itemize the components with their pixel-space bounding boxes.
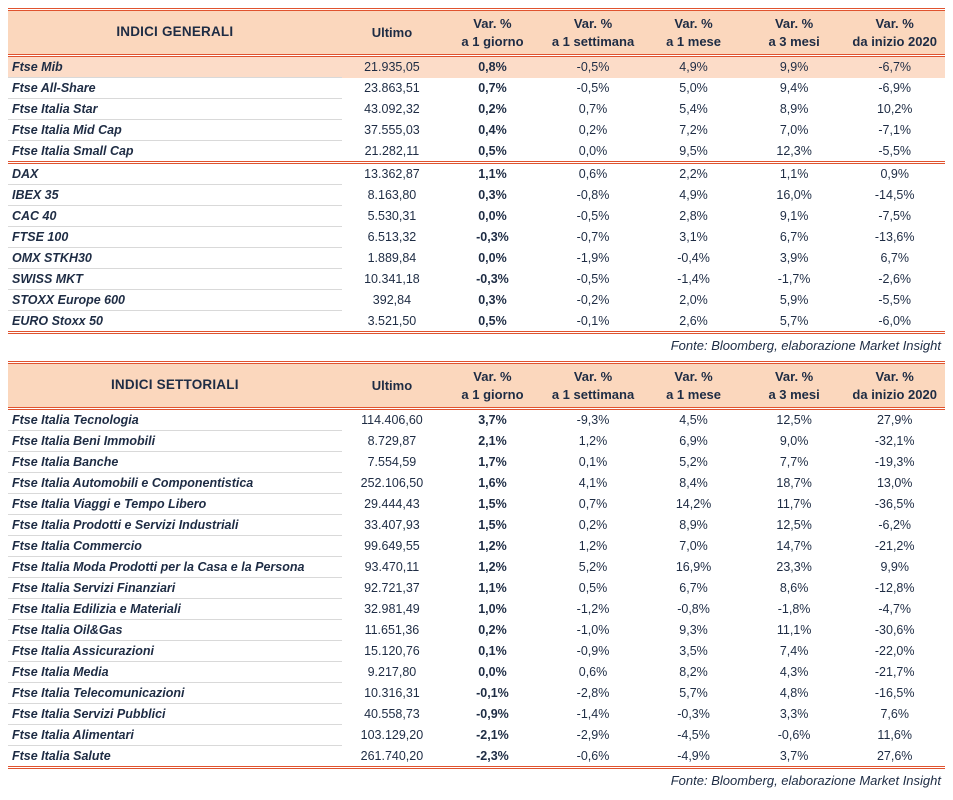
pct-change: 6,7% [679, 581, 708, 595]
index-name: Ftse Italia Prodotti e Servizi Industriali [8, 515, 342, 536]
table-row [8, 311, 945, 333]
last-value: 6.513,32 [367, 230, 417, 244]
pct-change: -6,7% [844, 56, 945, 78]
pct-change: 0,3% [478, 293, 507, 307]
last-value: 29.444,43 [364, 497, 420, 511]
pct-change: -1,0% [576, 623, 610, 637]
pct-change: 5,7% [679, 686, 708, 700]
pct-change: -9,3% [576, 413, 610, 428]
pct-change: 9,4% [779, 81, 809, 95]
pct-change: 0,6% [543, 163, 644, 185]
pct-change: 1,2% [578, 434, 608, 448]
pct-change: -2,8% [576, 686, 610, 700]
pct-change: -0,5% [576, 209, 610, 223]
table-row [8, 99, 945, 120]
pct-change: -19,3% [874, 455, 915, 469]
pct-change: -0,5% [576, 272, 610, 286]
index-name: Ftse Mib [8, 56, 342, 78]
pct-change: -0,2% [576, 293, 610, 307]
pct-change: 4,9% [643, 56, 744, 78]
pct-change: 7,0% [779, 123, 809, 137]
pct-change: 5,7% [744, 311, 845, 333]
index-name: Ftse Italia Beni Immobili [8, 431, 342, 452]
pct-change: 3,7% [744, 746, 845, 768]
pct-change: 10,2% [876, 102, 913, 116]
column-header-line2: a 1 settimana [551, 33, 635, 49]
pct-change: 7,2% [679, 123, 708, 137]
index-name: Ftse Italia Servizi Finanziari [8, 578, 342, 599]
pct-change: -30,6% [874, 623, 915, 637]
pct-change: -1,9% [576, 251, 610, 265]
pct-change: -0,4% [677, 251, 710, 265]
pct-change: 0,7% [478, 81, 507, 95]
index-name: DAX [8, 163, 342, 185]
pct-change: 5,9% [779, 293, 809, 307]
last-value: 103.129,20 [360, 728, 424, 742]
column-header [643, 10, 744, 56]
pct-change: -14,5% [874, 188, 915, 202]
last-value: 3.521,50 [342, 311, 443, 333]
pct-change: 0,0% [478, 665, 507, 679]
pct-change: 3,9% [779, 251, 809, 265]
header-row [8, 10, 945, 56]
pct-change: -6,2% [878, 518, 912, 532]
pct-change: -2,1% [476, 728, 509, 742]
last-value: 13.362,87 [342, 163, 443, 185]
last-value: 10.341,18 [364, 272, 420, 286]
table-row [8, 620, 945, 641]
column-header [442, 363, 543, 409]
pct-change: 4,9% [679, 188, 708, 202]
pct-change: -4,5% [677, 728, 710, 742]
last-value: 8.163,80 [367, 188, 417, 202]
column-header-line1: Var. % [774, 368, 814, 384]
last-value: 93.470,11 [364, 560, 420, 574]
pct-change: -0,3% [476, 272, 509, 286]
pct-change: -4,7% [878, 602, 912, 616]
last-value: 10.316,31 [364, 686, 420, 700]
column-header-line2: a 1 giorno [461, 386, 524, 402]
table-row [8, 409, 945, 431]
pct-change: 9,9% [880, 560, 909, 574]
pct-change: 0,0% [478, 251, 507, 265]
column-header-line2: da inizio 2020 [852, 386, 937, 402]
pct-change: -0,9% [476, 707, 509, 721]
pct-change: -12,8% [874, 581, 915, 595]
pct-change: 11,1% [776, 623, 812, 637]
header-row [8, 363, 945, 409]
pct-change: -0,5% [576, 81, 610, 95]
pct-change: -7,5% [878, 209, 912, 223]
table-row [8, 206, 945, 227]
pct-change: -0,7% [576, 230, 610, 244]
pct-change: 1,5% [478, 497, 507, 511]
indices-table-section [8, 361, 945, 788]
pct-change: 1,2% [478, 539, 507, 553]
pct-change: -0,1% [543, 311, 644, 333]
column-header-line1: Var. % [774, 15, 814, 31]
index-name: Ftse Italia Assicurazioni [8, 641, 342, 662]
pct-change: 5,4% [679, 102, 708, 116]
index-name: CAC 40 [8, 206, 342, 227]
index-name: Ftse Italia Star [8, 99, 342, 120]
index-name: STOXX Europe 600 [8, 290, 342, 311]
pct-change: 0,2% [578, 518, 608, 532]
pct-change: -0,6% [777, 728, 811, 742]
index-name: Ftse Italia Small Cap [8, 141, 342, 163]
table-row [8, 120, 945, 141]
table-row [8, 185, 945, 206]
last-value: 99.649,55 [364, 539, 420, 553]
last-value: 8.729,87 [367, 434, 417, 448]
index-name: Ftse Italia Servizi Pubblici [8, 704, 342, 725]
pct-change: -22,0% [874, 644, 915, 658]
column-header-line1: Var. % [573, 15, 613, 31]
table-row [8, 141, 945, 163]
table-row [8, 269, 945, 290]
table-row [8, 746, 945, 768]
table-row [8, 431, 945, 452]
pct-change: 0,4% [478, 123, 507, 137]
index-name: OMX STKH30 [8, 248, 342, 269]
last-value: 40.558,73 [364, 707, 420, 721]
pct-change: 0,2% [478, 623, 507, 637]
pct-change: 1,1% [442, 163, 543, 185]
table-row [8, 599, 945, 620]
index-name: FTSE 100 [8, 227, 342, 248]
pct-change: -36,5% [874, 497, 915, 511]
pct-change: -1,7% [777, 272, 811, 286]
pct-change: 2,1% [478, 434, 507, 448]
pct-change: 14,2% [675, 497, 712, 511]
column-header [342, 363, 443, 409]
last-value: 9.217,80 [367, 665, 417, 679]
column-header [844, 10, 945, 56]
index-name: Ftse Italia Viaggi e Tempo Libero [8, 494, 342, 515]
table-row [8, 557, 945, 578]
pct-change: 0,2% [578, 123, 608, 137]
column-header [543, 363, 644, 409]
pct-change: -16,5% [874, 686, 915, 700]
pct-change: 1,1% [744, 163, 845, 185]
table-title: INDICI SETTORIALI [8, 363, 342, 409]
index-name: Ftse Italia Mid Cap [8, 120, 342, 141]
column-header [744, 363, 845, 409]
pct-change: 12,3% [776, 143, 812, 158]
column-header [643, 363, 744, 409]
pct-change: 0,5% [442, 311, 543, 333]
table-row [8, 515, 945, 536]
pct-change: -5,5% [878, 143, 912, 158]
last-value: 32.981,49 [364, 602, 420, 616]
index-name: SWISS MKT [8, 269, 342, 290]
column-header [342, 10, 443, 56]
last-value: 261.740,20 [342, 746, 443, 768]
table-row [8, 641, 945, 662]
last-value: 7.554,59 [367, 455, 417, 469]
index-name: Ftse Italia Alimentari [8, 725, 342, 746]
column-header-line1: Ultimo [371, 24, 413, 40]
pct-change: 8,2% [679, 665, 708, 679]
last-value: 92.721,37 [364, 581, 420, 595]
column-header-line2: a 3 mesi [768, 33, 820, 49]
pct-change: 0,0% [478, 209, 507, 223]
pct-change: 9,0% [779, 434, 809, 448]
pct-change: 27,6% [844, 746, 945, 768]
last-value: 1.889,84 [367, 251, 417, 265]
pct-change: 0,6% [578, 665, 608, 679]
pct-change: 13,0% [876, 476, 913, 490]
pct-change: 1,7% [478, 455, 507, 469]
pct-change: 1,5% [478, 518, 507, 532]
pct-change: -5,5% [878, 293, 912, 307]
pct-change: -1,4% [677, 272, 710, 286]
pct-change: 7,6% [880, 707, 909, 721]
pct-change: -0,8% [677, 602, 710, 616]
index-name: EURO Stoxx 50 [8, 311, 342, 333]
indices-report [8, 8, 945, 788]
pct-change: 8,4% [679, 476, 708, 490]
pct-change: 11,6% [877, 728, 912, 742]
pct-change: 8,9% [679, 518, 708, 532]
last-value: 11.651,36 [364, 623, 420, 637]
last-value: 392,84 [372, 293, 412, 307]
pct-change: 11,7% [776, 497, 812, 511]
pct-change: 14,7% [776, 539, 812, 553]
table-row [8, 163, 945, 185]
pct-change: 0,8% [442, 56, 543, 78]
pct-change: 12,5% [776, 518, 812, 532]
column-header [442, 10, 543, 56]
pct-change: 3,5% [679, 644, 708, 658]
pct-change: 3,1% [679, 230, 708, 244]
indices-table [8, 361, 945, 769]
pct-change: 7,0% [679, 539, 708, 553]
column-header-line1: Var. % [674, 368, 713, 384]
pct-change: 23,3% [776, 560, 812, 574]
pct-change: 0,5% [478, 143, 507, 158]
pct-change: 7,7% [779, 455, 809, 469]
column-header-line1: Var. % [674, 15, 713, 31]
index-name: Ftse Italia Salute [8, 746, 342, 768]
table-row [8, 248, 945, 269]
pct-change: -7,1% [878, 123, 912, 137]
pct-change: -0,3% [476, 230, 509, 244]
pct-change: 0,2% [478, 102, 507, 116]
pct-change: 0,0% [578, 143, 608, 158]
pct-change: -0,3% [677, 707, 710, 721]
column-header-line1: Var. % [473, 15, 512, 31]
pct-change: 9,3% [679, 623, 708, 637]
pct-change: 9,1% [779, 209, 809, 223]
pct-change: 1,2% [578, 539, 608, 553]
pct-change: -1,8% [777, 602, 811, 616]
pct-change: 8,6% [779, 581, 809, 595]
pct-change: 16,9% [675, 560, 712, 574]
pct-change: -0,5% [543, 56, 644, 78]
index-name: Ftse Italia Banche [8, 452, 342, 473]
column-header [844, 363, 945, 409]
table-row [8, 56, 945, 78]
table-row [8, 494, 945, 515]
table-row [8, 452, 945, 473]
pct-change: 3,3% [779, 707, 809, 721]
last-value: 21.935,05 [342, 56, 443, 78]
column-header-line2: a 1 mese [666, 386, 722, 402]
column-header [744, 10, 845, 56]
table-row [8, 683, 945, 704]
pct-change: 12,5% [776, 413, 812, 428]
pct-change: 2,8% [679, 209, 708, 223]
pct-change: -2,3% [442, 746, 543, 768]
table-row [8, 536, 945, 557]
last-value: 15.120,76 [364, 644, 420, 658]
last-value: 21.282,11 [364, 143, 420, 158]
pct-change: 4,3% [779, 665, 809, 679]
pct-change: -0,8% [576, 188, 610, 202]
index-name: Ftse Italia Commercio [8, 536, 342, 557]
pct-change: 1,1% [478, 581, 507, 595]
table-row [8, 78, 945, 99]
index-name: Ftse Italia Tecnologia [8, 409, 342, 431]
index-name: Ftse Italia Media [8, 662, 342, 683]
index-name: Ftse All-Share [8, 78, 342, 99]
pct-change: -13,6% [874, 230, 915, 244]
table-row [8, 227, 945, 248]
pct-change: -0,9% [576, 644, 610, 658]
pct-change: 0,1% [578, 455, 608, 469]
pct-change: 0,7% [578, 102, 608, 116]
index-name: Ftse Italia Oil&Gas [8, 620, 342, 641]
pct-change: 0,7% [578, 497, 608, 511]
pct-change: -1,4% [576, 707, 610, 721]
last-value: 33.407,93 [364, 518, 420, 532]
pct-change: 4,1% [578, 476, 608, 490]
pct-change: 27,9% [876, 413, 913, 428]
index-name: IBEX 35 [8, 185, 342, 206]
column-header-line1: Var. % [473, 368, 512, 384]
column-header-line1: Ultimo [371, 377, 413, 393]
column-header-line2: a 1 giorno [461, 33, 524, 49]
index-name: Ftse Italia Automobili e Componentistica [8, 473, 342, 494]
pct-change: 9,9% [744, 56, 845, 78]
table-title: INDICI GENERALI [8, 10, 342, 56]
last-value: 114.406,60 [361, 413, 423, 428]
pct-change: 0,5% [578, 581, 608, 595]
pct-change: -2,9% [576, 728, 610, 742]
last-value: 43.092,32 [364, 102, 420, 116]
pct-change: 6,7% [779, 230, 809, 244]
column-header-line2: a 1 settimana [551, 386, 635, 402]
pct-change: 7,4% [779, 644, 809, 658]
table-row [8, 578, 945, 599]
last-value: 37.555,03 [364, 123, 420, 137]
pct-change: 5,2% [578, 560, 608, 574]
pct-change: 16,0% [776, 188, 812, 202]
indices-table [8, 8, 945, 334]
pct-change: 4,8% [779, 686, 809, 700]
pct-change: -21,7% [874, 665, 915, 679]
pct-change: 5,2% [679, 455, 708, 469]
pct-change: 2,6% [643, 311, 744, 333]
column-header [543, 10, 644, 56]
column-header-line2: a 1 mese [666, 33, 722, 49]
column-header-line2: a 3 mesi [768, 386, 820, 402]
pct-change: -21,2% [874, 539, 915, 553]
pct-change: -1,2% [576, 602, 610, 616]
indices-table-section [8, 8, 945, 353]
last-value: 5.530,31 [367, 209, 417, 223]
pct-change: -0,1% [476, 686, 509, 700]
pct-change: 8,9% [779, 102, 809, 116]
pct-change: 6,7% [880, 251, 909, 265]
column-header-line1: Var. % [875, 368, 914, 384]
pct-change: 18,7% [776, 476, 812, 490]
table-row [8, 662, 945, 683]
pct-change: -4,9% [643, 746, 744, 768]
pct-change: 0,3% [478, 188, 507, 202]
last-value: 23.863,51 [364, 81, 420, 95]
table-row [8, 473, 945, 494]
pct-change: -6,9% [878, 81, 912, 95]
column-header-line1: Var. % [573, 368, 613, 384]
pct-change: 1,6% [478, 476, 507, 490]
column-header-line1: Var. % [875, 15, 914, 31]
source-note: Fonte: Bloomberg, elaborazione Market Insight [670, 338, 941, 353]
pct-change: 9,5% [679, 143, 708, 158]
index-name: Ftse Italia Moda Prodotti per la Casa e la Persona [8, 557, 342, 578]
column-header-line2: da inizio 2020 [852, 33, 937, 49]
pct-change: -0,6% [543, 746, 644, 768]
table-row [8, 704, 945, 725]
pct-change: 0,9% [844, 163, 945, 185]
pct-change: 1,2% [478, 560, 507, 574]
source-note: Fonte: Bloomberg, elaborazione Market Insight [670, 773, 941, 788]
pct-change: 1,0% [478, 602, 507, 616]
table-row [8, 725, 945, 746]
pct-change: 2,2% [643, 163, 744, 185]
index-name: Ftse Italia Edilizia e Materiali [8, 599, 342, 620]
last-value: 252.106,50 [360, 476, 424, 490]
pct-change: 0,1% [478, 644, 507, 658]
pct-change: -2,6% [878, 272, 912, 286]
pct-change: 6,9% [679, 434, 708, 448]
pct-change: 3,7% [478, 413, 507, 428]
pct-change: 2,0% [679, 293, 708, 307]
index-name: Ftse Italia Telecomunicazioni [8, 683, 342, 704]
pct-change: -6,0% [844, 311, 945, 333]
pct-change: 5,0% [679, 81, 708, 95]
pct-change: 4,5% [679, 413, 708, 428]
table-row [8, 290, 945, 311]
pct-change: -32,1% [874, 434, 915, 448]
